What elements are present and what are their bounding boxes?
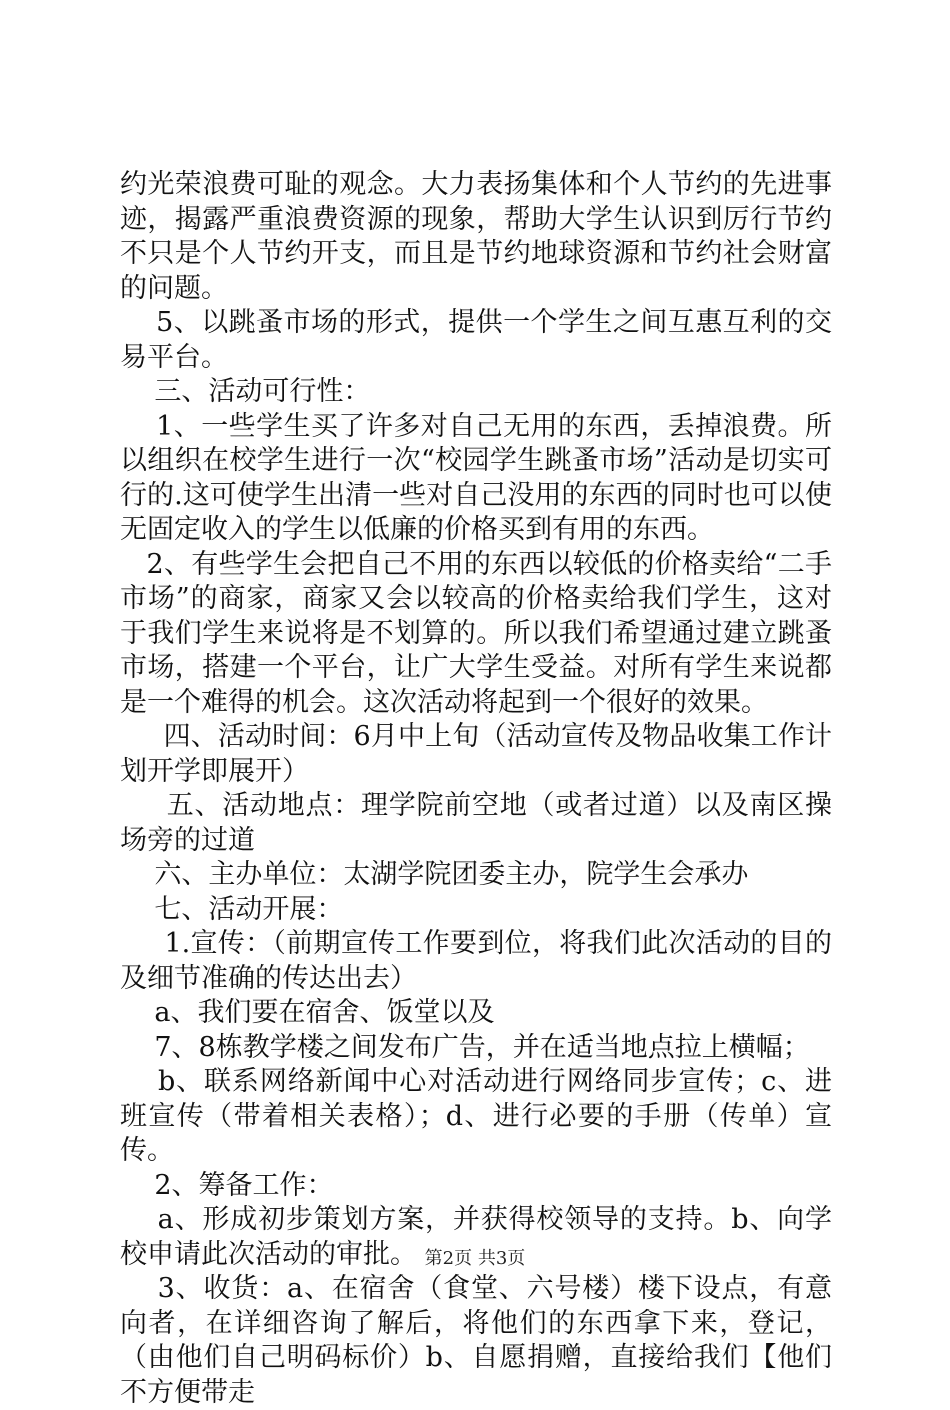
paragraph-15: a、形成初步策划方案，并获得校领导的支持。b、向学校申请此次活动的审批。 xyxy=(120,1204,832,1270)
paragraph-4: 1、一些学生买了许多对自己无用的东西，丢掉浪费。所以组织在校学生进行一次“校园学生跳蚤市场”活动是切实可行的.这可使学生出清一些对自己没用的东西的同时也可以使无固定收入的学生以低廉的价格买到有用的东西。 xyxy=(120,410,832,545)
paragraph-6: 四、活动时间：6月中上旬（活动宣传及物品收集工作计划开学即展开） xyxy=(120,721,832,787)
paragraph-3: 三、活动可行性： xyxy=(120,376,371,407)
paragraph-7: 五、活动地点：理学院前空地（或者过道）以及南区操场旁的过道 xyxy=(120,790,833,856)
paragraph-10: 1.宣传：（前期宣传工作要到位，将我们此次活动的目的及细节准确的传达出去） xyxy=(120,928,832,994)
document-body xyxy=(120,168,832,1410)
paragraph-9: 七、活动开展： xyxy=(120,893,344,925)
paragraph-16: 3、收货：a、在宿舍（食堂、六号楼）楼下设点，有意向者，在详细咨询了解后，将他们的东西拿下来，登记，（由他们自己明码标价）b、自愿捐赠，直接给我们【他们不方便带走 xyxy=(120,1273,832,1408)
paragraph-13: b、联系网络新闻中心对活动进行网络同步宣传；c、进班宣传（带着相关表格）；d、进行必要的手册（传单）宣传。 xyxy=(120,1066,832,1166)
page-footer: 第2页 共3页 xyxy=(424,1248,526,1269)
paragraph-1: 约光荣浪费可耻的观念。大力表扬集体和个人节约的先进事迹，揭露严重浪费资源的现象，帮助大学生认识到厉行节约不只是个人节约开支，而且是节约地球资源和节约社会财富的问题。 xyxy=(120,169,832,304)
paragraph-8: 六、主办单位：太湖学院团委主办，院学生会承办 xyxy=(120,859,749,890)
paragraph-2: 5、以跳蚤市场的形式，提供一个学生之间互惠互利的交易平台。 xyxy=(120,307,832,373)
paragraph-14: 2、筹备工作： xyxy=(120,1169,334,1201)
paragraph-12: 7、8栋教学楼之间发布广告，并在适当地点拉上横幅； xyxy=(120,1031,810,1063)
paragraph-5: 2、有些学生会把自己不用的东西以较低的价格卖给“二手市场”的商家，商家又会以较高的价格卖给我们学生，这对于我们学生来说将是不划算的。所以我们希望通过建立跳蚤市场，搭建一个平台，让广大学生受益。对所有学生来说都是一个难得的机会。这次活动将起到一个很好的效果。 xyxy=(120,548,832,718)
paragraph-11: a、我们要在宿舍、饭堂以及 xyxy=(120,997,495,1028)
